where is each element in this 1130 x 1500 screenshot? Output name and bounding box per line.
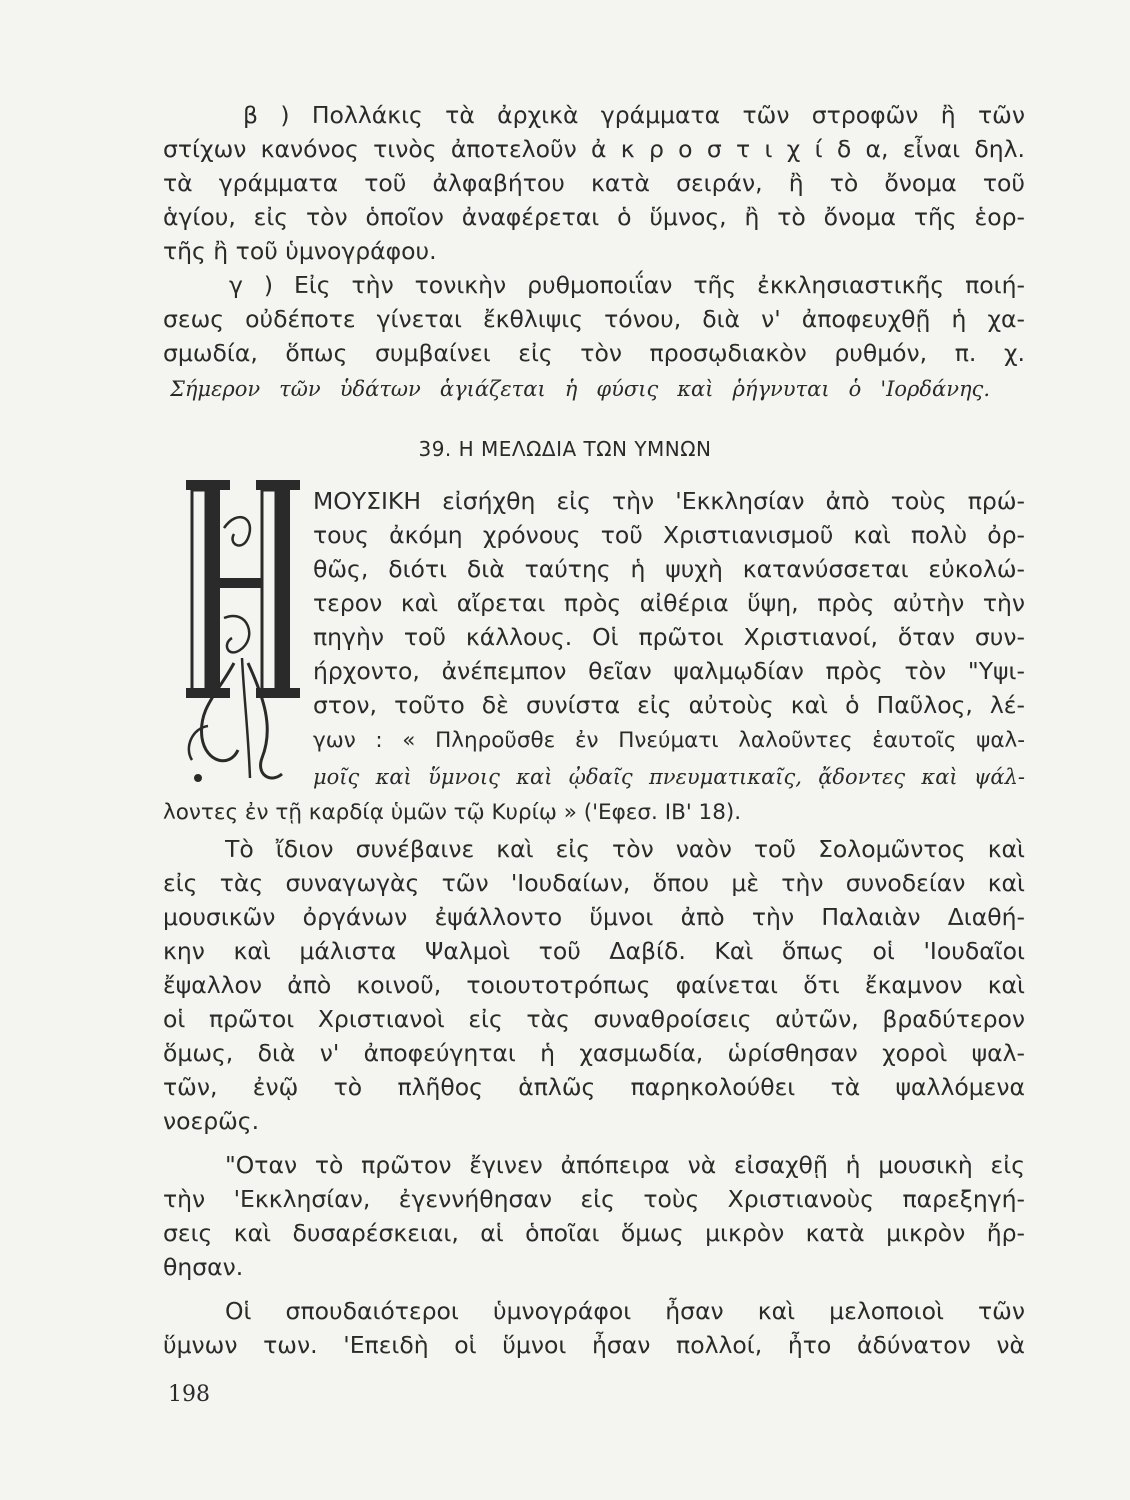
text-line: ὅμως, διὰ ν' ἀποφεύγηται ἡ χασμωδία, ὡρίσθησαν χοροὶ ψαλ- — [163, 1039, 1025, 1067]
text-line-italic: Σήμερον τῶν ὑδάτων ἁγιάζεται ἡ φύσις καὶ ῥήγνυται ὁ 'Ιορδάνης. — [170, 377, 990, 401]
text-line: τους ἀκόμη χρόνους τοῦ Χριστιανισμοῦ καὶ πολὺ ὀρ- — [313, 521, 1025, 549]
text-line: θησαν. — [163, 1253, 244, 1281]
text-line: ΜΟΥΣΙΚΗ εἰσήχθη εἰς τὴν 'Εκκλησίαν ἀπὸ τοὺς πρώ- — [313, 487, 1025, 515]
text-line: γων : « Πληροῦσθε ἐν Πνεύματι λαλοῦντες ἑαυτοῖς ψαλ- — [313, 728, 1025, 753]
text-line: ἁγίου, εἰς τὸν ὁποῖον ἀναφέρεται ὁ ὕμνος, ἢ τὸ ὄνομα τῆς ἑορ- — [163, 203, 1025, 231]
text-line: οἱ πρῶτοι Χριστιανοὶ εἰς τὰς συναθροίσεις αὐτῶν, βραδύτερον — [163, 1005, 1025, 1033]
text-line: στον, τοῦτο δὲ συνίστα εἰς αὐτοὺς καὶ ὁ Παῦλος, λέ- — [313, 691, 1025, 719]
text-line: στίχων κανόνος τινὸς ἀποτελοῦν ἀ κ ρ ο σ τ ι χ ί δ α, εἶναι δηλ. — [163, 135, 1025, 163]
section-heading: 39. Η ΜΕΛΩΔΙΑ ΤΩΝ ΥΜΝΩΝ — [418, 437, 712, 461]
page-number: 198 — [168, 1382, 210, 1407]
text-line-italic: μοῖς καὶ ὕμνοις καὶ ᾠδαῖς πνευματικαῖς, ᾄδοντες καὶ ψάλ- — [313, 765, 1025, 789]
text-line: γ ) Εἰς τὴν τονικὴν ρυθμοποιΐαν τῆς ἐκκλησιαστικῆς ποιή- — [229, 271, 1025, 299]
text-line: τῆς ἢ τοῦ ὑμνογράφου. — [163, 237, 437, 265]
text-line: νοερῶς. — [163, 1107, 260, 1135]
text-line: τῶν, ἐνῷ τὸ πλῆθος ἁπλῶς παρηκολούθει τὰ ψαλλόμενα — [163, 1073, 1025, 1101]
text-line: ήρχοντο, ἀνέπεμπον θεῖαν ψαλμῳδίαν πρὸς τὸν "Υψι- — [313, 657, 1025, 685]
text-line: ὕμνων των. 'Επειδὴ οἱ ὕμνοι ἦσαν πολλοί, ἦτο ἀδύνατον νὰ — [163, 1331, 1025, 1359]
text-line: κην καὶ μάλιστα Ψαλμοὶ τοῦ Δαβίδ. Καὶ ὅπως οἱ 'Ιουδαῖοι — [163, 937, 1025, 965]
text-line: εἰς τὰς συναγωγὰς τῶν 'Ιουδαίων, ὅπου μὲ τὴν συνοδείαν καὶ — [163, 869, 1025, 897]
text-line: σεις καὶ δυσαρέσκειαι, αἱ ὁποῖαι ὅμως μικρὸν κατὰ μικρὸν ἤρ- — [163, 1219, 1025, 1247]
text-line: ἔψαλλον ἀπὸ κοινοῦ, τοιουτοτρόπως φαίνεται ὅτι ἔκαμνον καὶ — [163, 971, 1025, 999]
text-line: μουσικῶν ὀργάνων ἐψάλλοντο ὕμνοι ἀπὸ τὴν Παλαιὰν Διαθή- — [163, 903, 1025, 931]
text-line: σεως οὐδέποτε γίνεται ἔκθλιψις τόνου, διὰ ν' ἀποφευχθῇ ἡ χα- — [163, 305, 1025, 333]
text-line: Οἱ σπουδαιότεροι ὑμνογράφοι ἦσαν καὶ μελοποιοὶ τῶν — [225, 1297, 1025, 1325]
text-line: σμωδία, ὅπως συμβαίνει εἰς τὸν προσῳδιακὸν ρυθμόν, π. χ. — [163, 339, 1025, 367]
text-line: τερον καὶ αἴρεται πρὸς αἰθέρια ὕψη, πρὸς αὐτὴν τὴν — [313, 589, 1025, 617]
text-line: λοντες ἐν τῇ καρδίᾳ ὑμῶν τῷ Κυρίῳ » ('Εφεσ. ΙΒ' 18). — [163, 800, 742, 825]
text-line: τὴν 'Εκκλησίαν, ἐγεννήθησαν εἰς τοὺς Χριστιανοὺς παρεξηγή- — [163, 1185, 1025, 1213]
text-line: πηγὴν τοῦ κάλλους. Οἱ πρῶτοι Χριστιανοί, ὅταν συν- — [313, 623, 1025, 651]
text-line: Τὸ ἴδιον συνέβαινε καὶ εἰς τὸν ναὸν τοῦ Σολομῶντος καὶ — [225, 835, 1025, 863]
drop-cap-ornament-icon — [178, 478, 308, 798]
text-line: "Οταν τὸ πρῶτον ἔγινεν ἀπόπειρα νὰ εἰσαχθῇ ἡ μουσικὴ εἰς — [225, 1151, 1025, 1179]
text-line: τὰ γράμματα τοῦ ἀλφαβήτου κατὰ σειράν, ἢ τὸ ὄνομα τοῦ — [163, 169, 1025, 197]
text-line: β ) Πολλάκις τὰ ἀρχικὰ γράμματα τῶν στροφῶν ἢ τῶν — [243, 101, 1025, 129]
text-line: θῶς, διότι διὰ ταύτης ἡ ψυχὴ κατανύσσεται εὐκολώ- — [313, 555, 1025, 583]
